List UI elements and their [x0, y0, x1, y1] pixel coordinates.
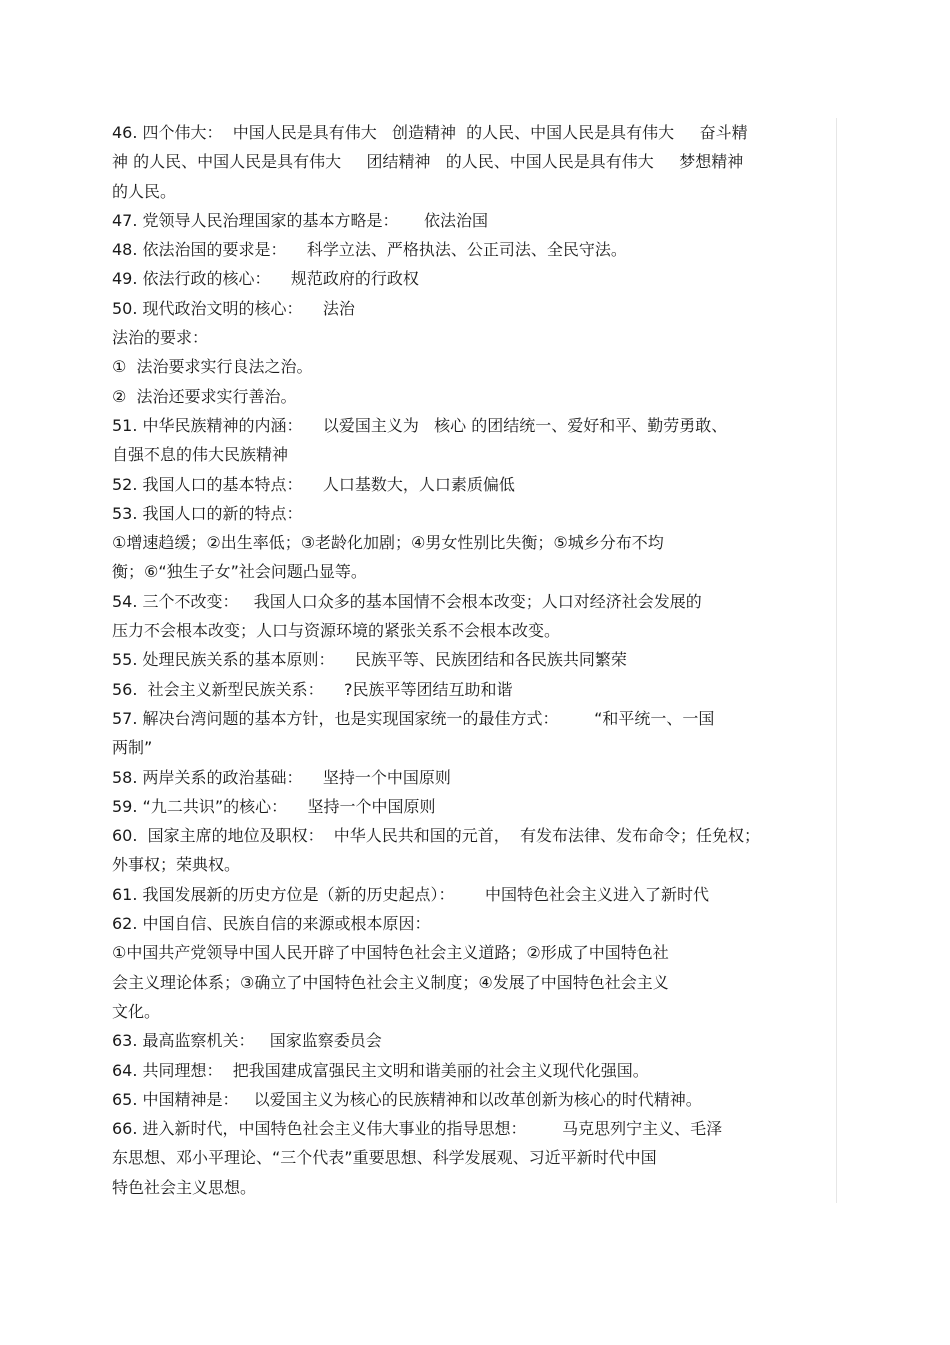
- item-52: 52. 我国人口的基本特点： 人口基数大，人口素质偏低: [112, 474, 515, 494]
- item-62-detail-2: 会主义理论体系；③确立了中国特色社会主义制度；④发展了中国特色社会主义: [112, 972, 669, 992]
- item-62-detail-1: ①中国共产党领导中国人民开辟了中国特色社会主义道路；②形成了中国特色社: [112, 943, 669, 963]
- item-49: 49. 依法行政的核心： 规范政府的行政权: [112, 269, 419, 289]
- item-61: 61. 我国发展新的历史方位是（新的历史起点）： 中国特色社会主义进入了新时代: [112, 884, 710, 904]
- item-46-line-2: 神 的人民、中国人民是具有伟大 团结精神 的人民、中国人民是具有伟大 梦想精神: [112, 152, 744, 172]
- item-50: 50. 现代政治文明的核心： 法治: [112, 298, 355, 318]
- item-66-line-2: 东思想、邓小平理论、“三个代表”重要思想、科学发展观、习近平新时代中国: [112, 1148, 657, 1168]
- item-60-line-1: 60. 国家主席的地位及职权： 中华人民共和国的元首， 有发布法律、发布命令；任免权；: [112, 826, 760, 846]
- item-64: 64. 共同理想： 把我国建成富强民主文明和谐美丽的社会主义现代化强国。: [112, 1060, 649, 1080]
- document-body: [112, 118, 832, 1202]
- item-66-line-1: 66. 进入新时代，中国特色社会主义伟大事业的指导思想： 马克思列宁主义、毛泽: [112, 1119, 723, 1139]
- item-53-detail-2: 衡；⑥“独生子女”社会问题凸显等。: [112, 562, 367, 582]
- item-51-line-1: 51. 中华民族精神的内涵： 以爱国主义为 核心 的团结统一、爱好和平、勤劳勇敢、: [112, 415, 728, 435]
- item-56: 56. 社会主义新型民族关系： ?民族平等团结互助和谐: [112, 679, 513, 699]
- item-50-subheading: 法治的要求：: [112, 328, 209, 348]
- item-58: 58. 两岸关系的政治基础： 坚持一个中国原则: [112, 767, 451, 787]
- item-62-detail-3: 文化。: [112, 1001, 161, 1021]
- item-53-detail-1: ①增速趋缓；②出生率低；③老龄化加剧；④男女性别比失衡；⑤城乡分布不均: [112, 533, 664, 553]
- item-51-line-2: 自强不息的伟大民族精神: [112, 445, 289, 465]
- item-65: 65. 中国精神是： 以爱国主义为核心的民族精神和以改革创新为核心的时代精神。: [112, 1089, 702, 1109]
- item-46-line-1: 46. 四个伟大： 中国人民是具有伟大 创造精神 的人民、中国人民是具有伟大 奋斗精: [112, 123, 748, 142]
- item-47: 47. 党领导人民治理国家的基本方略是： 依法治国: [112, 210, 488, 230]
- item-59: 59. “九二共识”的核心： 坚持一个中国原则: [112, 796, 436, 816]
- item-55: 55. 处理民族关系的基本原则： 民族平等、民族团结和各民族共同繁荣: [112, 650, 627, 670]
- item-63: 63. 最高监察机关： 国家监察委员会: [112, 1031, 382, 1051]
- item-53: 53. 我国人口的新的特点：: [112, 503, 303, 523]
- item-46-line-3: 的人民。: [112, 181, 177, 201]
- item-48: 48. 依法治国的要求是： 科学立法、严格执法、公正司法、全民守法。: [112, 240, 627, 260]
- item-66-line-3: 特色社会主义思想。: [112, 1177, 257, 1197]
- item-62: 62. 中国自信、民族自信的来源或根本原因：: [112, 914, 431, 934]
- item-57-line-2: 两制”: [112, 738, 153, 758]
- item-54-line-1: 54. 三个不改变： 我国人口众多的基本国情不会根本改变；人口对经济社会发展的: [112, 591, 702, 611]
- item-60-line-2: 外事权；荣典权。: [112, 855, 241, 875]
- item-57-line-1: 57. 解决台湾问题的基本方针，也是实现国家统一的最佳方式： “和平统一、一国: [112, 708, 715, 728]
- right-margin-rule: [836, 118, 837, 1203]
- item-50-point-1: ① 法治要求实行良法之治。: [112, 357, 313, 377]
- item-54-line-2: 压力不会根本改变；人口与资源环境的紧张关系不会根本改变。: [112, 621, 561, 641]
- item-50-point-2: ② 法治还要求实行善治。: [112, 386, 297, 406]
